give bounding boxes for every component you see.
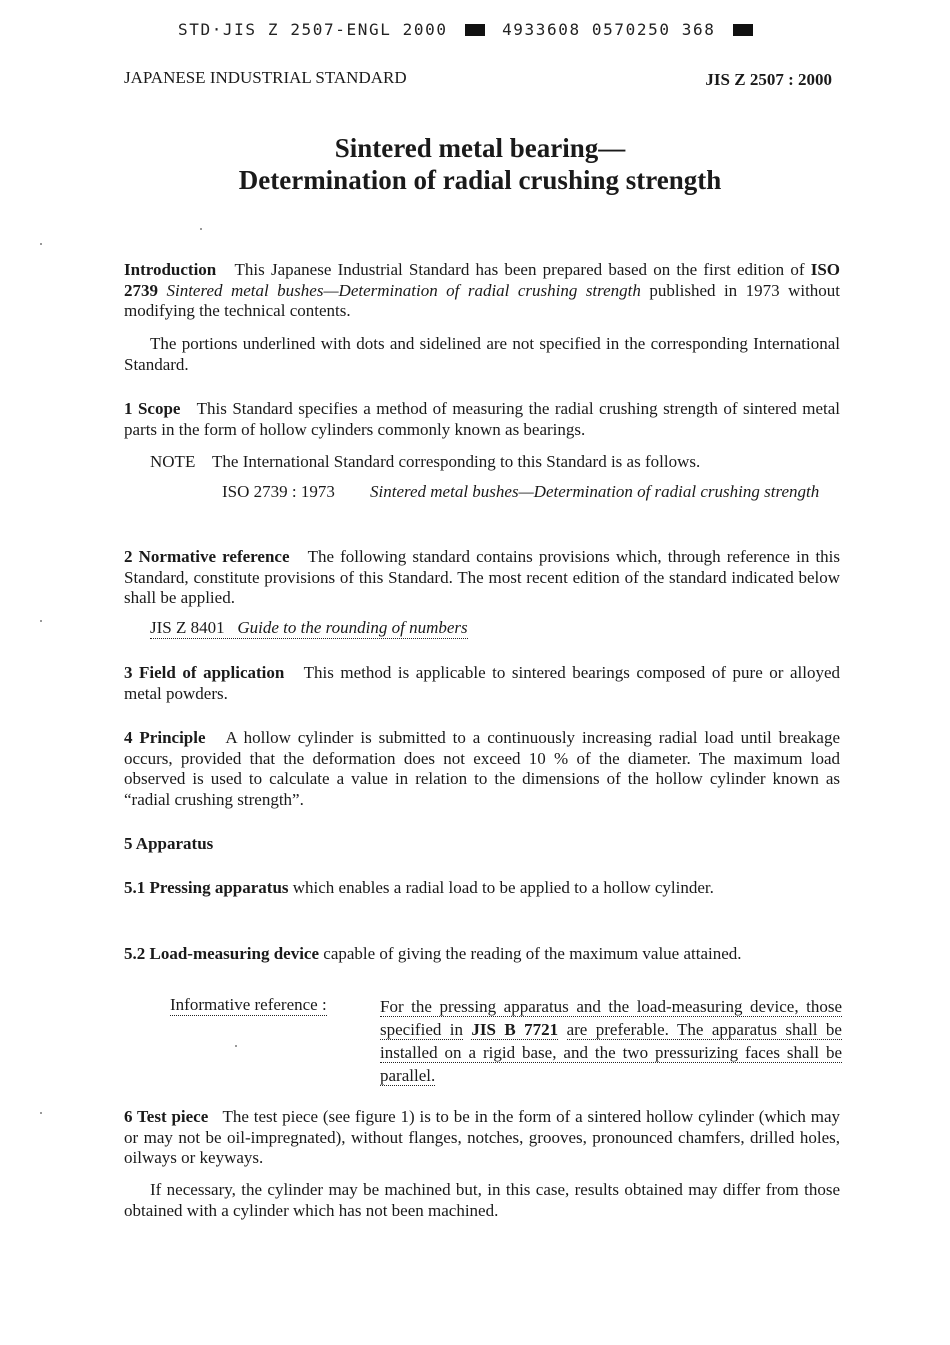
normative-reference-text: The following standard contains provisions which, through reference in this Standard, constitute provisions of this Standard. The most recent edition of the standard indicated below shall be applied.: [124, 547, 841, 607]
load-measuring-device-text: capable of giving the reading of the maximum value attained.: [323, 944, 742, 963]
test-piece-text: The test piece (see figure 1) is to be in the form of a sintered hollow cylinder (which may or may not be oil-impregnated), without flanges, notches, grooves, pronounced chamfers, drilled holes, oilways or keyways.: [124, 1107, 841, 1167]
apparatus-label: 5 Apparatus: [124, 834, 214, 853]
introduction-iso-number: ISO 2739: [124, 260, 841, 300]
introduction-paragraph: [124, 260, 840, 322]
title-line-2: Determination of radial crushing strength: [238, 165, 722, 195]
introduction-text-b: published in 1973 without modifying the technical contents.: [124, 280, 841, 320]
test-piece-section: [124, 1107, 840, 1169]
normative-reference-section: [124, 547, 840, 609]
scope-section: [124, 399, 840, 440]
informative-reference-standard: JIS B 7721: [471, 1020, 559, 1039]
title-line-1: Sintered metal bearing—: [334, 133, 626, 163]
apparatus-heading: [124, 834, 840, 855]
header-organization: JAPANESE INDUSTRIAL STANDARD: [124, 68, 407, 87]
scope-iso-code: ISO 2739 : 1973: [222, 482, 335, 501]
informative-reference-text: [380, 995, 842, 1087]
load-measuring-device-section: [124, 944, 840, 965]
pressing-apparatus-label: 5.1 Pressing apparatus: [124, 878, 289, 897]
introduction-note-paragraph: The portions underlined with dots and sidelined are not specified in the corresponding International Standard.: [124, 334, 840, 374]
scan-speck: [235, 1045, 237, 1047]
document-code-number: 4933608 0570250: [502, 20, 671, 39]
barcode-block-icon: [465, 24, 485, 36]
document-code-prefix: STD·JIS Z 2507-ENGL 2000: [178, 20, 448, 39]
document-code-suffix: 368: [681, 20, 716, 39]
informative-reference-label: Informative reference :: [170, 995, 327, 1014]
header-standard-number: JIS Z 2507 : 2000: [705, 70, 832, 89]
introduction-iso-title: Sintered metal bushes—Determination of radial crushing strength: [166, 280, 641, 300]
scope-note: [150, 452, 700, 473]
normative-reference-label: 2 Normative reference: [124, 547, 290, 566]
principle-text: A hollow cylinder is submitted to a continuously increasing radial load until breakage occurs, provided that the deformation does not exceed 10 % of the diameter. The maximum load observed is used to calculate a value in relation to the dimensions of the hollow cylinder known as “radial crushing strength”.: [124, 728, 841, 809]
scan-speck: [200, 228, 202, 230]
principle-label: 4 Principle: [124, 728, 206, 747]
scope-note-label: NOTE: [150, 452, 196, 471]
field-of-application-text: This method is applicable to sintered bearings composed of pure or alloyed metal powders.: [124, 663, 840, 703]
normative-reference-code: JIS Z 8401: [150, 618, 225, 637]
scope-note-text: The International Standard corresponding to this Standard is as follows.: [212, 452, 701, 471]
test-piece-label: 6 Test piece: [124, 1107, 209, 1126]
document-title: [0, 132, 950, 196]
pressing-apparatus-text: which enables a radial load to be applied to a hollow cylinder.: [292, 878, 714, 897]
barcode-block-icon: [733, 24, 753, 36]
principle-section: [124, 728, 840, 810]
introduction-label: Introduction: [124, 260, 217, 279]
pressing-apparatus-section: [124, 878, 840, 899]
field-of-application-section: [124, 663, 840, 704]
scope-label: 1 Scope: [124, 399, 181, 418]
normative-reference-title: Guide to the rounding of numbers: [237, 618, 468, 637]
document-code-line: [178, 20, 778, 39]
informative-reference-text-a: For the pressing apparatus and the load-measuring device, those specified in: [380, 997, 842, 1039]
scan-speck: [40, 1112, 42, 1114]
informative-reference-text-b: are preferable. The apparatus shall be installed on a rigid base, and the two pressurizing faces shall be parallel.: [380, 1020, 842, 1085]
load-measuring-device-label: 5.2 Load-measuring device: [124, 944, 320, 963]
scope-iso-title: Sintered metal bushes—Determination of radial crushing strength: [370, 482, 820, 501]
normative-reference-item: [150, 618, 468, 639]
scope-text: This Standard specifies a method of measuring the radial crushing strength of sintered metal parts in the form of hollow cylinders commonly known as bearings.: [124, 399, 841, 439]
scan-speck: [40, 620, 42, 622]
field-of-application-label: 3 Field of application: [124, 663, 285, 682]
scan-speck: [40, 243, 42, 245]
introduction-text-a: This Japanese Industrial Standard has been prepared based on the first edition of: [234, 260, 805, 279]
test-piece-machining-paragraph: If necessary, the cylinder may be machined but, in this case, results obtained may differ from those obtained with a cylinder which has not been machined.: [124, 1180, 840, 1220]
